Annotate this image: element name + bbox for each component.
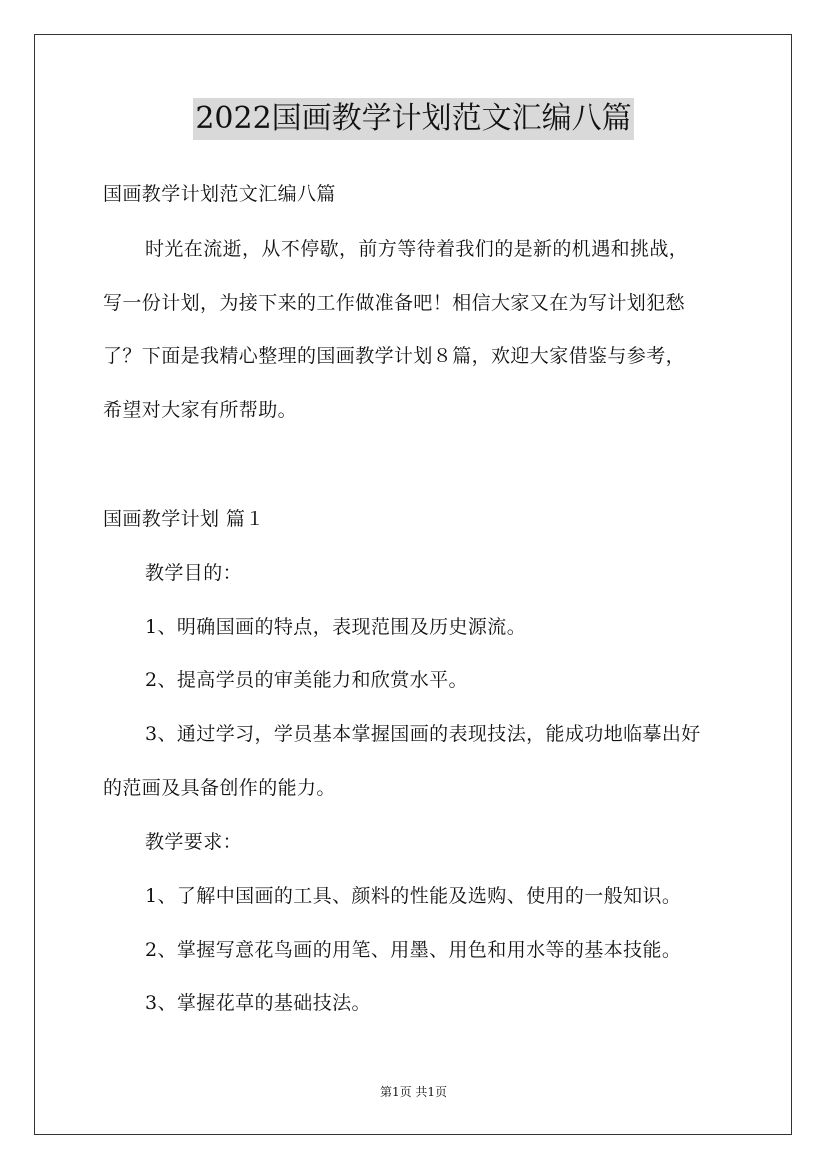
document-title: 2022国画教学计划范文汇编八篇 [193, 98, 633, 140]
intro-paragraph-line-3: 了？下面是我精心整理的国画教学计划８篇，欢迎大家借鉴与参考， [103, 345, 686, 367]
teaching-goals-heading: 教学目的： [145, 562, 243, 584]
teaching-requirements-heading: 教学要求： [145, 831, 243, 853]
requirement-item-3: 3、掌握花草的基础技法。 [145, 992, 371, 1014]
section-heading: 国画教学计划 篇１ [103, 508, 265, 530]
intro-paragraph-line-4: 希望对大家有所帮助。 [103, 399, 298, 421]
goal-item-3-line-1: 3、通过学习，学员基本掌握国画的表现技法，能成功地临摹出好 [145, 723, 701, 745]
title-container [0, 98, 827, 140]
subtitle-line: 国画教学计划范文汇编八篇 [103, 183, 336, 205]
intro-paragraph-line-2: 写一份计划，为接下来的工作做准备吧！相信大家又在为写计划犯愁 [103, 292, 686, 314]
goal-item-2: 2、提高学员的审美能力和欣赏水平。 [145, 669, 468, 691]
goal-item-3-line-2: 的范画及具备创作的能力。 [103, 777, 336, 799]
goal-item-1: 1、明确国画的特点，表现范围及历史源流。 [145, 616, 527, 638]
page-number-footer: 第1页 共1页 [379, 1085, 448, 1099]
requirement-item-2: 2、掌握写意花鸟画的用笔、用墨、用色和用水等的基本技能。 [145, 939, 682, 961]
requirement-item-1: 1、了解中国画的工具、颜料的性能及选购、使用的一般知识。 [145, 885, 682, 907]
intro-paragraph-line-1: 时光在流逝，从不停歇，前方等待着我们的是新的机遇和挑战， [145, 238, 689, 260]
